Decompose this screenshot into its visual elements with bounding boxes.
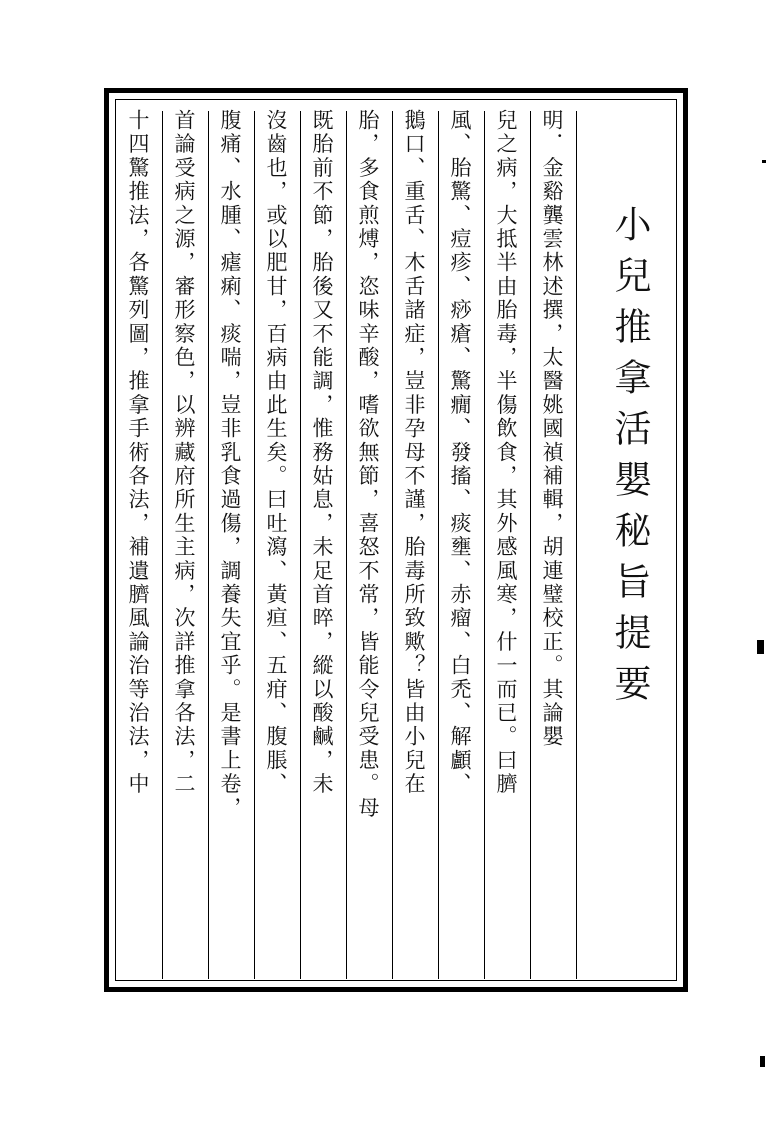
column-rule	[484, 111, 485, 979]
column-text: 鵝口、重舌、木舌諸症，豈非孕母不謹，胎毒所致歟？皆由小兒在	[402, 109, 426, 797]
text-column-9	[167, 109, 201, 981]
text-column-10	[121, 109, 155, 981]
text-column-2	[489, 109, 523, 981]
column-text: 既胎前不節，胎後又不能調，惟務姑息，未足首晬，縱以酸鹹，未	[310, 109, 334, 797]
column-text: 沒齒也，或以肥甘，百病由此生矣。曰吐瀉、黃疸、五疳、腹脹、	[264, 109, 288, 797]
column-text: 胎，多食煎煿，恣味辛酸，嗜欲無節，喜怒不常，皆能令兒受患。母	[356, 109, 380, 820]
column-rule	[346, 111, 347, 979]
column-rule	[576, 111, 577, 979]
column-text: 腹痛、水腫、瘧痢、痰喘，豈非乳食過傷，調養失宜乎。是書上卷，	[218, 109, 242, 820]
page-title: 小兒推拿活嬰秘旨提要	[608, 205, 651, 715]
text-column-8	[213, 109, 247, 981]
column-rule	[392, 111, 393, 979]
text-column-6	[305, 109, 339, 981]
column-text: 明．金谿龔雲林述撰，太醫姚國禎補輯，胡連璧校正。其論嬰	[540, 109, 564, 749]
text-column-4	[397, 109, 431, 981]
column-rule	[254, 111, 255, 979]
scan-mark	[762, 160, 766, 163]
scan-mark	[757, 640, 764, 654]
column-text: 風、胎驚、痘疹、痧瘡、驚癇、發搐、痰壅、赤瘤、白禿、解顱、	[448, 109, 472, 797]
text-column-3	[443, 109, 477, 981]
text-column-1	[535, 109, 569, 981]
column-rule	[208, 111, 209, 979]
column-rule	[438, 111, 439, 979]
column-rule	[162, 111, 163, 979]
column-text: 十四驚推法，各驚列圖，推拿手術各法，補遺臍風論治等治法，中	[126, 109, 150, 797]
column-rule	[530, 111, 531, 979]
column-text: 兒之病，大抵半由胎毒，半傷飲食，其外感風寒，什一而已。曰臍	[494, 109, 518, 797]
scan-mark	[760, 1056, 765, 1067]
title-column	[606, 205, 652, 715]
column-text: 首論受病之源，審形察色，以辨藏府所生主病，次詳推拿各法，二	[172, 109, 196, 797]
text-column-5	[351, 109, 385, 981]
page-frame	[104, 88, 688, 992]
column-rule	[300, 111, 301, 979]
text-column-7	[259, 109, 293, 981]
